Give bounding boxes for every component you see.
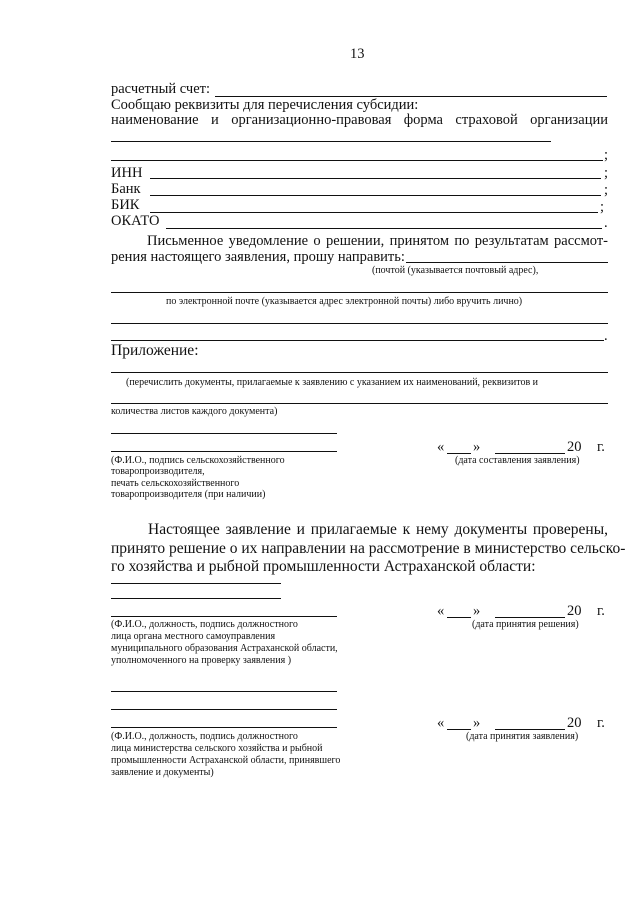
sign3-date-month[interactable] xyxy=(495,729,565,730)
insurer-field-line-2[interactable] xyxy=(111,160,603,161)
notice-field-line-3[interactable] xyxy=(111,323,608,324)
sign3-line-1[interactable] xyxy=(111,691,337,692)
bik-label: БИК xyxy=(111,197,140,213)
sign2-date-month[interactable] xyxy=(495,617,565,618)
sign1-date-month[interactable] xyxy=(495,453,565,454)
sign1-caption-2: товаропроизводителя, xyxy=(111,466,205,477)
bank-end: ; xyxy=(604,182,609,198)
bik-end: ; xyxy=(600,199,605,215)
sign3-caption-2: лица министерства сельского хозяйства и рыбной xyxy=(111,743,323,754)
sign2-caption-1: (Ф.И.О., должность, подпись должностного xyxy=(111,619,298,630)
notice-end: . xyxy=(604,328,608,344)
sign1-line-1[interactable] xyxy=(111,433,337,434)
sign2-date-open: « xyxy=(437,603,445,619)
sign2-date-year: 20 xyxy=(567,603,582,619)
notice-line-1: Письменное уведомление о решении, принятом по результатам рассмот- xyxy=(147,233,608,249)
sign2-line-1[interactable] xyxy=(111,583,281,584)
sign3-date-g: г. xyxy=(597,715,605,731)
sign3-line-2[interactable] xyxy=(111,709,337,710)
insurer-line-end: ; xyxy=(604,147,609,163)
sign3-caption-1: (Ф.И.О., должность, подпись должностного xyxy=(111,731,298,742)
insurer-field-line-1[interactable] xyxy=(111,141,551,142)
review-line-3: го хозяйства и рыбной промышленности Астраханской области: xyxy=(111,558,536,575)
sign3-caption-4: заявление и документы) xyxy=(111,767,214,778)
hint-email: по электронной почте (указывается адрес электронной почты) либо вручить лично) xyxy=(166,296,523,307)
sign3-caption-3: промышленности Астраханской области, принявшего xyxy=(111,755,341,766)
sign2-caption-2: лица органа местного самоуправления xyxy=(111,631,276,642)
notice-line-2: рения настоящего заявления, прошу направить: xyxy=(111,249,405,265)
inn-field-line[interactable] xyxy=(150,178,601,179)
review-line-1: Настоящее заявление и прилагаемые к нему документы проверены, xyxy=(148,521,608,538)
attachment-hint-2: количества листов каждого документа) xyxy=(111,406,278,417)
attachment-label: Приложение: xyxy=(111,342,199,359)
sign2-date-close: » xyxy=(473,603,481,619)
sign1-date-open: « xyxy=(437,439,445,455)
account-label: расчетный счет: xyxy=(111,81,211,97)
sign3-date-day[interactable] xyxy=(447,729,471,730)
notice-field-line-4[interactable] xyxy=(111,340,604,341)
attachment-field-line-2[interactable] xyxy=(111,403,608,404)
notice-field-line-1[interactable] xyxy=(406,262,608,263)
sign2-caption-4: уполномоченного на проверку заявления ) xyxy=(111,655,292,666)
inn-label: ИНН xyxy=(111,165,143,181)
attachment-hint-1: (перечислить документы, прилагаемые к заявлению с указанием их наименований, реквизитов и xyxy=(126,377,539,388)
bik-field-line[interactable] xyxy=(150,212,598,213)
sign3-date-year: 20 xyxy=(567,715,582,731)
page-number: 13 xyxy=(350,46,365,62)
inn-end: ; xyxy=(604,165,609,181)
sign1-line-2[interactable] xyxy=(111,451,337,452)
sign3-date-close: » xyxy=(473,715,481,731)
okato-field-line[interactable] xyxy=(166,228,602,229)
sign2-date-caption: (дата принятия решения) xyxy=(472,619,579,630)
sign2-caption-3: муниципального образования Астраханской области, xyxy=(111,643,338,654)
sign3-line-3[interactable] xyxy=(111,727,337,728)
hint-postal: (почтой (указывается почтовый адрес), xyxy=(372,265,539,276)
review-line-2: принято решение о их направлении на рассмотрение в министерство сельско- xyxy=(111,540,626,557)
sign2-line-3[interactable] xyxy=(111,616,337,617)
sign1-caption-3: печать сельскохозяйственного xyxy=(111,478,240,489)
bank-label: Банк xyxy=(111,181,141,197)
okato-end: . xyxy=(604,215,608,231)
attachment-field-line-1[interactable] xyxy=(111,372,608,373)
bank-field-line[interactable] xyxy=(150,195,601,196)
okato-label: ОКАТО xyxy=(111,213,160,229)
sign1-date-caption: (дата составления заявления) xyxy=(455,455,580,466)
sign1-date-g: г. xyxy=(597,439,605,455)
sign1-date-close: » xyxy=(473,439,481,455)
sign2-line-2[interactable] xyxy=(111,598,281,599)
sign1-caption-1: (Ф.И.О., подпись сельскохозяйственного xyxy=(111,455,285,466)
sign2-date-day[interactable] xyxy=(447,617,471,618)
sign3-date-caption: (дата принятия заявления) xyxy=(466,731,579,742)
notice-field-line-2[interactable] xyxy=(111,292,608,293)
sign1-date-year: 20 xyxy=(567,439,582,455)
sign1-date-day[interactable] xyxy=(447,453,471,454)
sign2-date-g: г. xyxy=(597,603,605,619)
subsidy-intro: Сообщаю реквизиты для перечисления субсидии: xyxy=(111,97,419,113)
sign3-date-open: « xyxy=(437,715,445,731)
insurer-line: наименование и организационно-правовая форма страховой организации xyxy=(111,112,608,128)
sign1-caption-4: товаропроизводителя (при наличии) xyxy=(111,489,266,500)
